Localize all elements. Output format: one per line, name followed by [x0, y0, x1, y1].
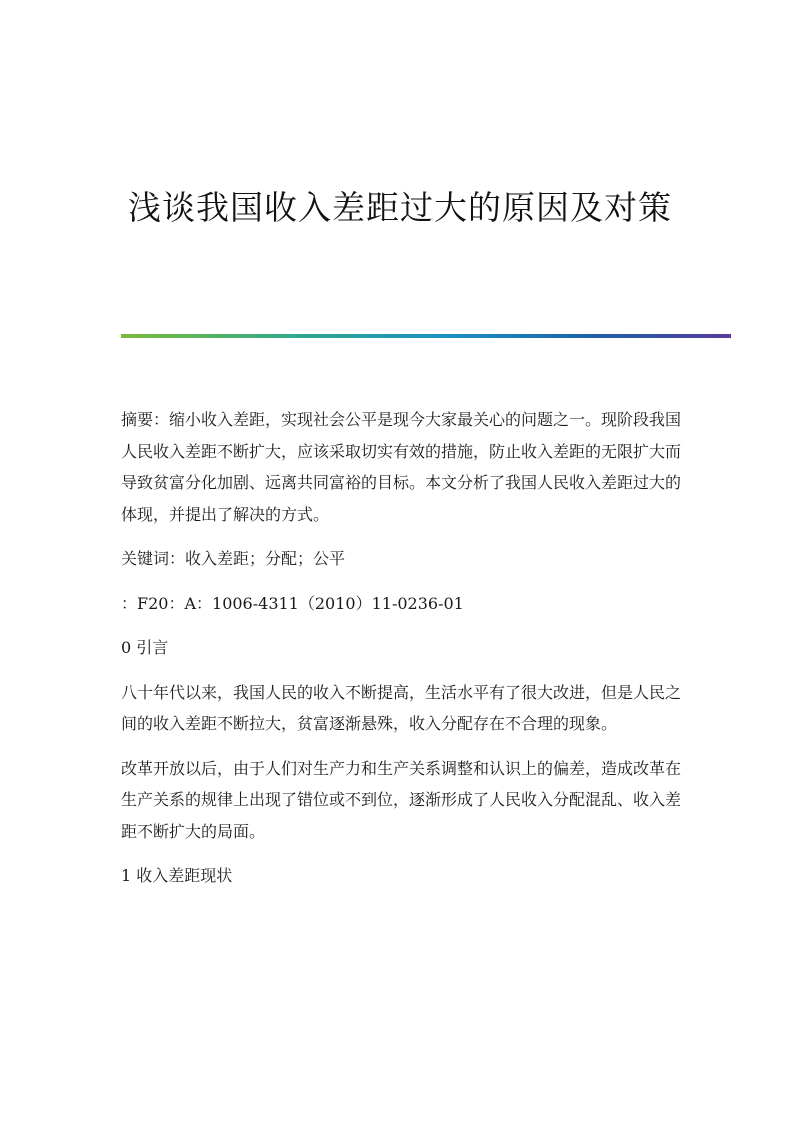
document-body — [121, 404, 681, 892]
keywords-line: 关键词：收入差距；分配；公平 — [121, 549, 346, 568]
section-heading-status: 1 收入差距现状 — [121, 866, 233, 885]
section-heading-intro: 0 引言 — [121, 638, 169, 657]
document-title: 浅谈我国收入差距过大的原因及对策 — [128, 188, 672, 227]
classification-line: ：F20：A：1006-4311（2010）11-0236-01 — [121, 593, 464, 613]
intro-paragraph-2: 改革开放以后，由于人们对生产力和生产关系调整和认识上的偏差，造成改革在生产关系的规律上出现了错位或不到位，逐渐形成了人民收入分配混乱、收入差距不断扩大的局面。 — [121, 758, 682, 841]
abstract-paragraph: 摘要：缩小收入差距，实现社会公平是现今大家最关心的问题之一。现阶段我国人民收入差距不断扩大，应该采取切实有效的措施，防止收入差距的无限扩大而导致贫富分化加剧、远离共同富裕的目标。本文分析了我国人民收入差距过大的体现，并提出了解决的方式。 — [121, 410, 682, 524]
title-divider — [121, 334, 731, 338]
intro-paragraph-1: 八十年代以来，我国人民的收入不断提高，生活水平有了很大改进，但是人民之间的收入差距不断拉大，贫富逐渐悬殊，收入分配存在不合理的现象。 — [121, 682, 682, 733]
